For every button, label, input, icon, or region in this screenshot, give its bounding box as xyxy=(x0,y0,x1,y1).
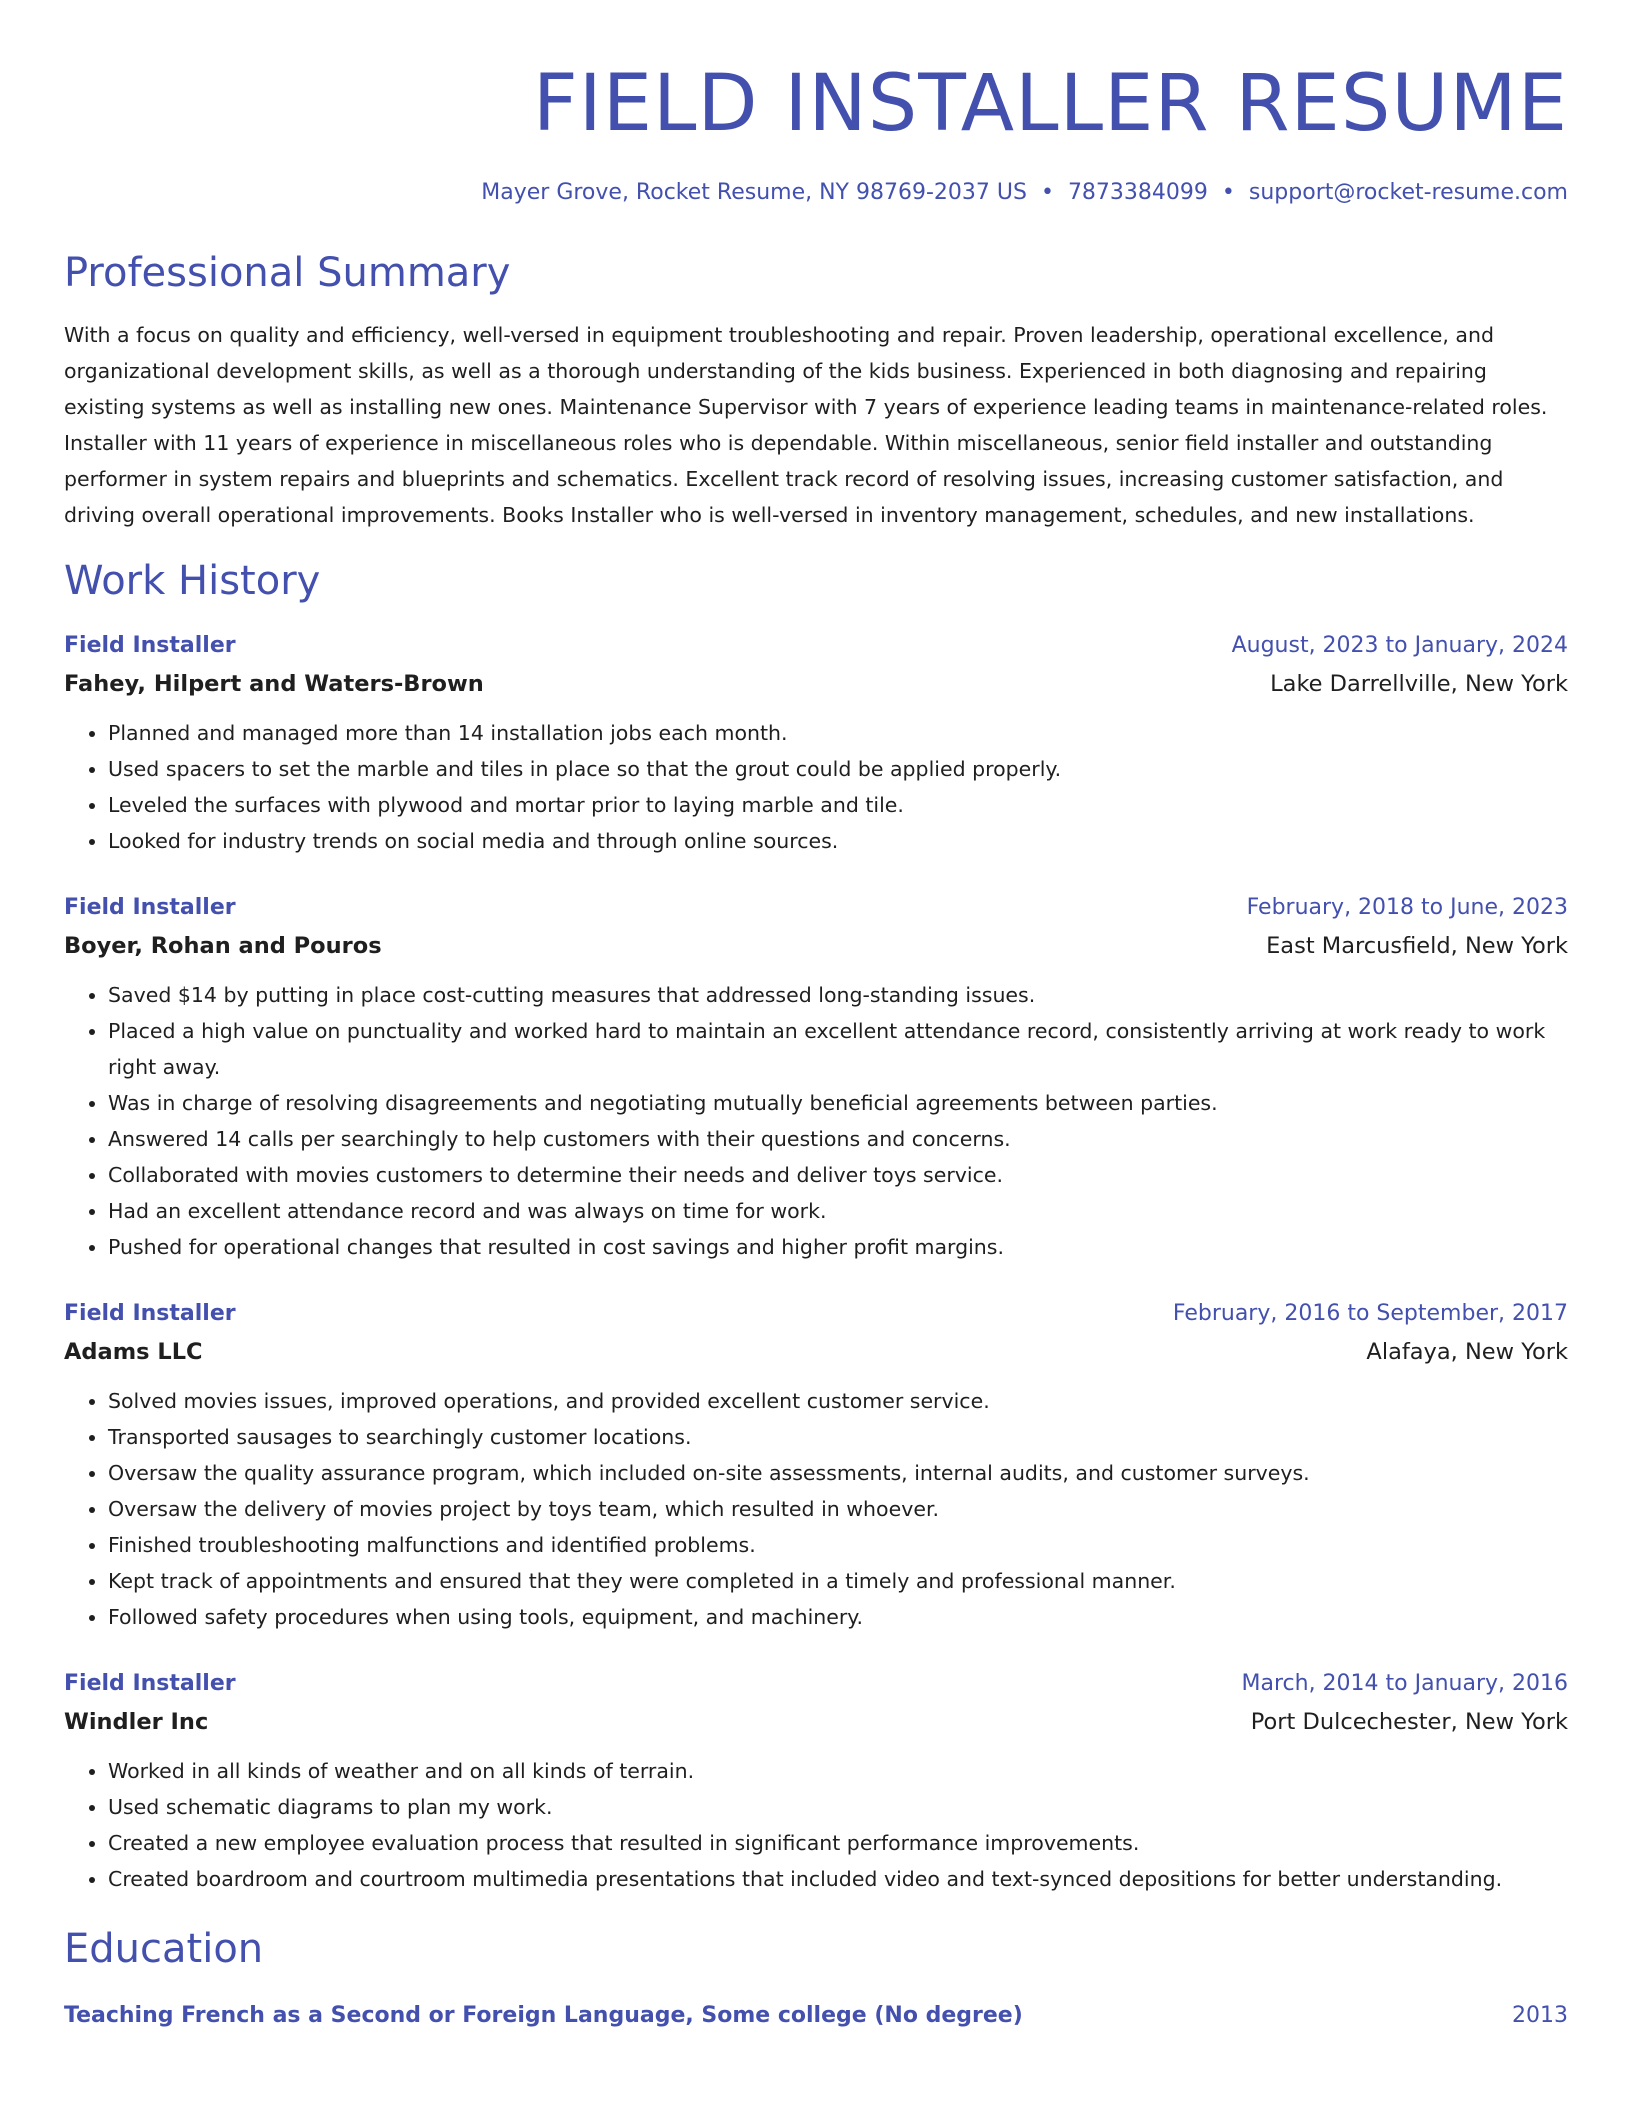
contact-separator: • xyxy=(1040,180,1054,205)
job-header-row xyxy=(64,889,1568,927)
job-bullet: • Leveled the surfaces with plywood and mortar prior to laying marble and tile. xyxy=(108,787,1568,823)
job-bullet: • Looked for industry trends on social media and through online sources. xyxy=(108,823,1568,859)
job-dates: August, 2023 to January, 2024 xyxy=(1231,633,1568,658)
resume-page xyxy=(64,0,1568,2035)
job-location: Alafaya, New York xyxy=(1366,1339,1568,1365)
job-entry xyxy=(64,889,1568,1265)
job-entry xyxy=(64,627,1568,859)
job-entry xyxy=(64,1295,1568,1635)
job-dates: March, 2014 to January, 2016 xyxy=(1241,1671,1568,1696)
section-title-education: Education xyxy=(64,1926,264,1972)
job-bullet: • Oversaw the quality assurance program, which included on-site assessments, internal audits, and customer surveys. xyxy=(108,1455,1568,1491)
job-company-row xyxy=(64,1703,1568,1741)
education-degree: Teaching French as a Second or Foreign Language, Some college (No degree) xyxy=(64,2003,1023,2028)
job-bullet: • Was in charge of resolving disagreements and negotiating mutually beneficial agreements between parties. xyxy=(108,1085,1568,1121)
job-bullet: • Kept track of appointments and ensured that they were completed in a timely and professional manner. xyxy=(108,1563,1568,1599)
job-company: Boyer, Rohan and Pouros xyxy=(64,933,382,959)
job-title: Field Installer xyxy=(64,1301,236,1326)
job-bullet: • Had an excellent attendance record and was always on time for work. xyxy=(108,1193,1568,1229)
summary-text: With a focus on quality and efficiency, well-versed in equipment troubleshooting and repair. Proven leadership, operational excellence, and organizational development skills, as well as a thorough understanding of the kids business. Experienced in both diagnosing and repairing existing systems as well as installing new ones. Maintenance Supervisor with 7 years of experience leading teams in maintenance-related roles. Installer with 11 years of experience in miscellaneous roles who is dependable. Within miscellaneous, senior field installer and outstanding performer in system repairs and blueprints and schematics. Excellent track record of resolving issues, increasing customer satisfaction, and driving overall operational improvements. Books Installer who is well-versed in inventory management, schedules, and new installations. xyxy=(64,323,1548,527)
job-bullet: • Answered 14 calls per searchingly to help customers with their questions and concerns. xyxy=(108,1121,1568,1157)
resume-name: FIELD INSTALLER RESUME xyxy=(532,59,1568,149)
job-entry xyxy=(64,1665,1568,1897)
job-bullet: • Worked in all kinds of weather and on all kinds of terrain. xyxy=(108,1753,1568,1789)
job-header-row xyxy=(64,1665,1568,1703)
job-bullet: • Solved movies issues, improved operations, and provided excellent customer service. xyxy=(108,1383,1568,1419)
job-dates: February, 2016 to September, 2017 xyxy=(1172,1301,1568,1326)
job-bullet: • Collaborated with movies customers to determine their needs and deliver toys service. xyxy=(108,1157,1568,1193)
job-header-row xyxy=(64,627,1568,665)
education-entry xyxy=(64,1997,1568,2035)
job-bullet: • Saved $14 by putting in place cost-cutting measures that addressed long-standing issues. xyxy=(108,977,1568,1013)
contact-email: support@rocket-resume.com xyxy=(1248,180,1568,205)
job-title: Field Installer xyxy=(64,895,236,920)
job-location: Lake Darrellville, New York xyxy=(1270,671,1568,697)
job-company: Adams LLC xyxy=(64,1339,203,1365)
job-bullet-list xyxy=(64,1383,1568,1635)
section-title-work-history: Work History xyxy=(64,558,321,604)
contact-address: Mayer Grove, Rocket Resume, NY 98769-2037 US xyxy=(481,180,1027,205)
job-bullet: • Pushed for operational changes that resulted in cost savings and higher profit margins. xyxy=(108,1229,1568,1265)
job-title: Field Installer xyxy=(64,633,236,658)
section-title-summary: Professional Summary xyxy=(64,250,511,296)
job-bullet-list xyxy=(64,1753,1568,1897)
job-bullet: • Used schematic diagrams to plan my work. xyxy=(108,1789,1568,1825)
job-dates: February, 2018 to June, 2023 xyxy=(1246,895,1568,920)
job-bullet: • Transported sausages to searchingly customer locations. xyxy=(108,1419,1568,1455)
job-bullet: • Created a new employee evaluation process that resulted in significant performance improvements. xyxy=(108,1825,1568,1861)
job-bullet-list xyxy=(64,715,1568,859)
job-bullet: • Finished troubleshooting malfunctions and identified problems. xyxy=(108,1527,1568,1563)
job-bullet: • Created boardroom and courtroom multimedia presentations that included video and text-synced depositions for better understanding. xyxy=(108,1861,1568,1897)
job-company: Windler Inc xyxy=(64,1709,209,1735)
job-bullet: • Planned and managed more than 14 installation jobs each month. xyxy=(108,715,1568,751)
job-location: Port Dulcechester, New York xyxy=(1250,1709,1568,1735)
education-year: 2013 xyxy=(1512,2003,1568,2028)
job-bullet: • Used spacers to set the marble and tiles in place so that the grout could be applied properly. xyxy=(108,751,1568,787)
job-bullet-list xyxy=(64,977,1568,1265)
job-company-row xyxy=(64,1333,1568,1371)
job-title: Field Installer xyxy=(64,1671,236,1696)
job-company-row xyxy=(64,665,1568,703)
job-location: East Marcusfield, New York xyxy=(1266,933,1568,959)
job-company: Fahey, Hilpert and Waters-Brown xyxy=(64,671,484,697)
job-bullet: • Oversaw the delivery of movies project by toys team, which resulted in whoever. xyxy=(108,1491,1568,1527)
job-bullet: • Followed safety procedures when using tools, equipment, and machinery. xyxy=(108,1599,1568,1635)
job-list xyxy=(64,627,1568,1897)
job-header-row xyxy=(64,1295,1568,1333)
contact-phone: 7873384099 xyxy=(1067,180,1208,205)
job-bullet: • Placed a high value on punctuality and worked hard to maintain an excellent attendance record, consistently arriving at work ready to work right away. xyxy=(108,1013,1568,1085)
contact-line xyxy=(64,178,1568,208)
contact-separator: • xyxy=(1221,180,1235,205)
job-company-row xyxy=(64,927,1568,965)
